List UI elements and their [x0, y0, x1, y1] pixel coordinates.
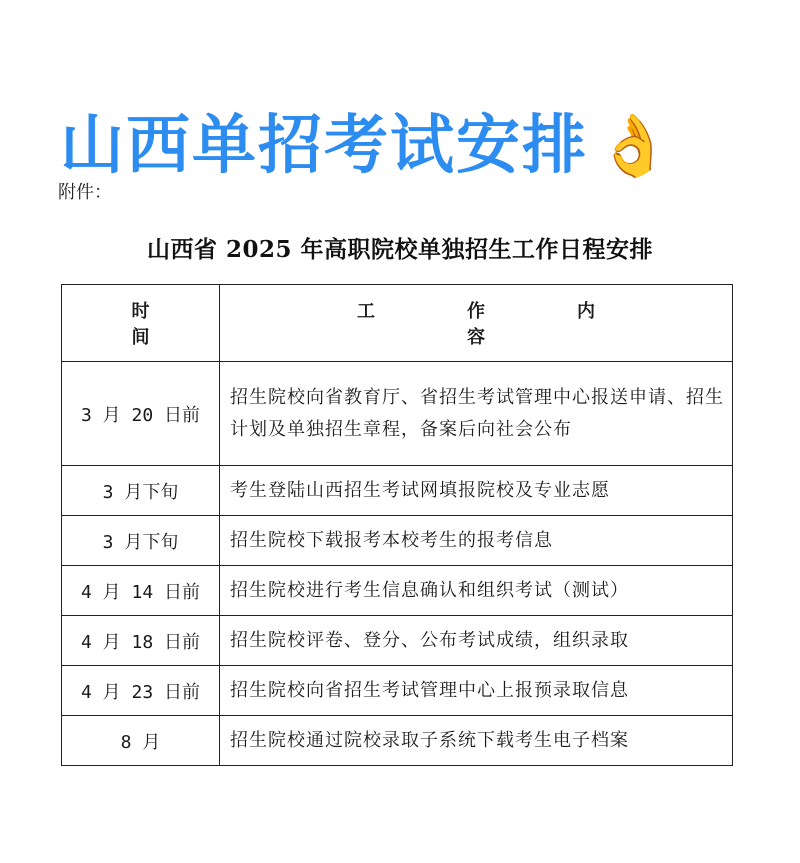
- work-cell: 招生院校向省招生考试管理中心上报预录取信息: [220, 666, 733, 716]
- table-row: [62, 466, 733, 516]
- time-cell: 8 月: [62, 716, 220, 766]
- table-row: [62, 516, 733, 566]
- time-cell: 3 月 20 日前: [62, 362, 220, 466]
- time-cell: 3 月下旬: [62, 516, 220, 566]
- document-title: 山西省 2025 年高职院校单独招生工作日程安排: [146, 236, 654, 263]
- work-cell: 招生院校通过院校录取子系统下载考生电子档案: [220, 716, 733, 766]
- table-row: [62, 666, 733, 716]
- work-cell: 招生院校向省教育厅、省招生考试管理中心报送申请、招生计划及单独招生章程，备案后向社会公布: [220, 362, 733, 466]
- time-cell: 3 月下旬: [62, 466, 220, 516]
- banner-title: 山西单招考试安排: [60, 109, 588, 183]
- table-row: [62, 716, 733, 766]
- work-cell: 招生院校下载报考本校考生的报考信息: [220, 516, 733, 566]
- table-row: [62, 362, 733, 466]
- ok-hand-icon: 👌: [596, 111, 671, 181]
- work-cell: 招生院校评卷、登分、公布考试成绩，组织录取: [220, 616, 733, 666]
- banner: [60, 100, 671, 192]
- attachment-label: 附件：: [58, 182, 112, 203]
- time-cell: 4 月 18 日前: [62, 616, 220, 666]
- time-cell: 4 月 23 日前: [62, 666, 220, 716]
- header-work: 工作内容: [220, 285, 733, 362]
- work-cell: 考生登陆山西招生考试网填报院校及专业志愿: [220, 466, 733, 516]
- table-row: [62, 566, 733, 616]
- time-cell: 4 月 14 日前: [62, 566, 220, 616]
- header-time: 时间: [62, 285, 220, 362]
- table-row: [62, 616, 733, 666]
- schedule-table: [61, 284, 733, 766]
- work-cell: 招生院校进行考生信息确认和组织考试（测试）: [220, 566, 733, 616]
- table-header-row: [62, 285, 733, 362]
